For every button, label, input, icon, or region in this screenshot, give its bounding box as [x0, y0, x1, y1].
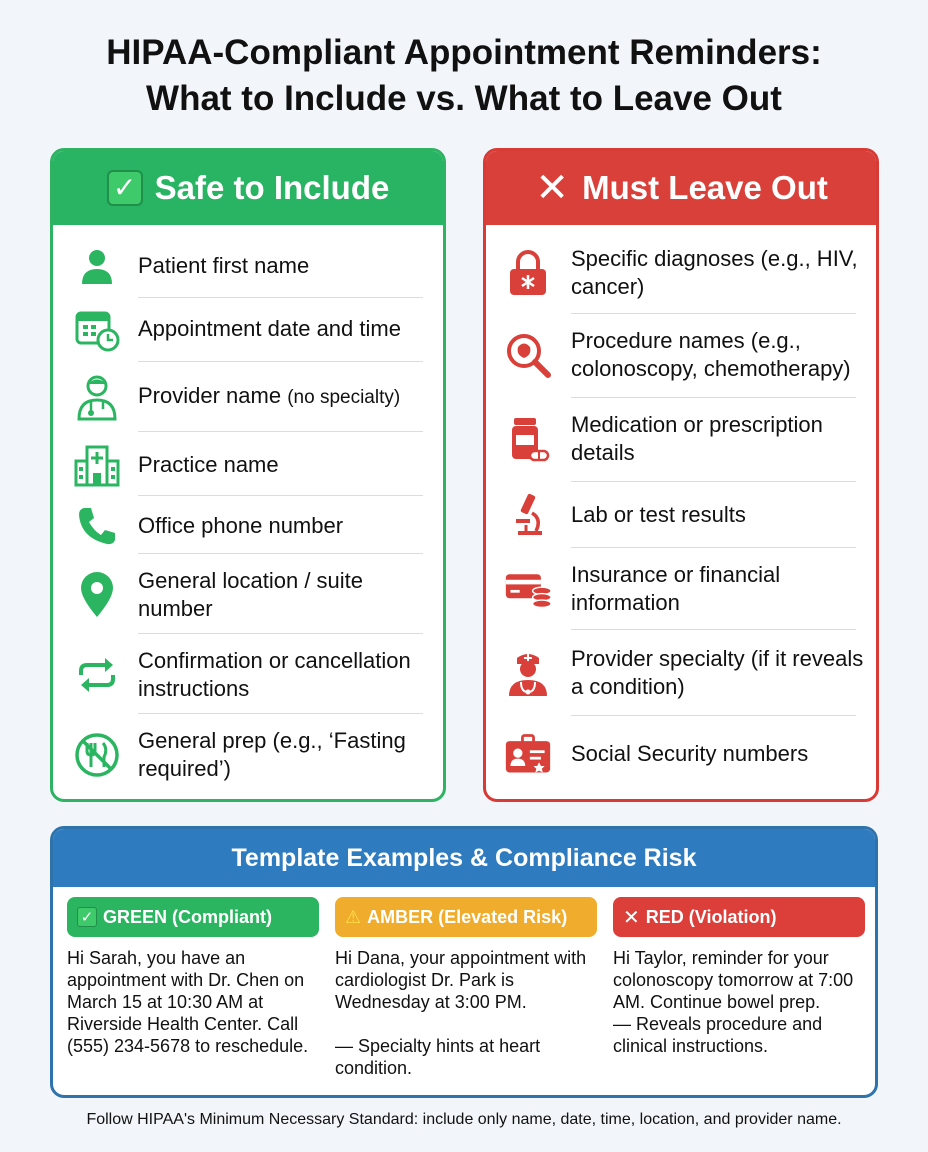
- nurse-icon: [504, 649, 552, 697]
- leave-item: Lab or test results: [486, 485, 876, 545]
- x-icon: ✕: [535, 166, 569, 210]
- red-badge: ✕ RED (Violation): [613, 897, 865, 937]
- repeat-icon: [73, 651, 121, 699]
- template-examples-title: Template Examples & Compliance Risk: [53, 829, 875, 887]
- no-food-icon: [73, 731, 121, 779]
- safe-item: General location / suite number: [53, 557, 443, 633]
- safe-item: Patient first name: [53, 239, 443, 293]
- green-badge: ✓ GREEN (Compliant): [67, 897, 319, 937]
- safe-item: Office phone number: [53, 499, 443, 553]
- leave-item: Specific diagnoses (e.g., HIV, cancer): [486, 235, 876, 311]
- leave-item: Insurance or financial information: [486, 551, 876, 627]
- safe-item: Confirmation or cancellation instructions: [53, 637, 443, 713]
- leave-item: Medication or prescription details: [486, 401, 876, 477]
- person-icon: [73, 242, 121, 290]
- leave-item: Provider specialty (if it reveals a condition): [486, 633, 876, 713]
- check-box-icon: ✓: [107, 170, 143, 206]
- safe-item: Appointment date and time: [53, 301, 443, 357]
- calendar-clock-icon: [73, 305, 121, 353]
- leave-panel-header: [486, 151, 876, 225]
- magnifier-organ-icon: [504, 331, 552, 379]
- template-message: Hi Sarah, you have an appointment with Dr. Chen on March 15 at 10:30 AM at Riverside Health Center. Call (555) 234-5678 to reschedule.: [67, 948, 309, 1056]
- x-icon: ✕: [623, 906, 640, 929]
- medical-lock-icon: [504, 249, 552, 297]
- template-card-amber: [335, 897, 597, 1079]
- id-badge-icon: [504, 730, 552, 778]
- leave-item: Procedure names (e.g., colonoscopy, chemotherapy): [486, 317, 876, 393]
- pill-bottle-icon: [504, 415, 552, 463]
- amber-badge: ⚠ AMBER (Elevated Risk): [335, 897, 597, 937]
- safe-panel-header: [53, 151, 443, 225]
- template-card-red: [613, 897, 865, 1057]
- leave-item: Social Security numbers: [486, 719, 876, 789]
- page-title: [0, 30, 928, 122]
- safe-item: General prep (e.g., ‘Fasting required’): [53, 717, 443, 793]
- must-leave-out-panel: [483, 148, 879, 802]
- footer-note: Follow HIPAA's Minimum Necessary Standard: include only name, date, time, location, and provider name.: [86, 1111, 842, 1128]
- card-coins-icon: [504, 565, 552, 613]
- doctor-icon: [73, 373, 121, 421]
- provider-name-note: (no specialty): [287, 387, 401, 408]
- microscope-icon: [504, 491, 552, 539]
- title-line-1: HIPAA-Compliant Appointment Reminders:: [106, 33, 822, 72]
- leave-panel-title: Must Leave Out: [582, 169, 828, 206]
- template-card-green: [67, 897, 319, 1057]
- warning-icon: ⚠: [345, 906, 362, 927]
- template-note: — Reveals procedure and clinical instructions.: [613, 1014, 823, 1056]
- provider-name-label: Provider name: [138, 383, 282, 408]
- template-message: Hi Taylor, reminder for your colonoscopy tomorrow at 7:00 AM. Continue bowel prep. — Reveals procedure and clinical instructions.: [613, 947, 865, 1057]
- hospital-icon: [73, 441, 121, 489]
- safe-item: [53, 365, 443, 429]
- template-examples-panel: [50, 826, 878, 1098]
- safe-item: Practice name: [53, 435, 443, 495]
- safe-to-include-panel: [50, 148, 446, 802]
- phone-icon: [73, 502, 121, 550]
- safe-panel-title: Safe to Include: [154, 169, 390, 206]
- title-line-2: What to Include vs. What to Leave Out: [146, 79, 782, 118]
- check-box-icon: ✓: [77, 907, 97, 927]
- location-pin-icon: [73, 571, 121, 619]
- template-note: — Specialty hints at heart condition.: [335, 1036, 541, 1078]
- template-message: Hi Dana, your appointment with cardiologist Dr. Park is Wednesday at 3:00 PM. — Specialty hints at heart condition.: [335, 947, 597, 1079]
